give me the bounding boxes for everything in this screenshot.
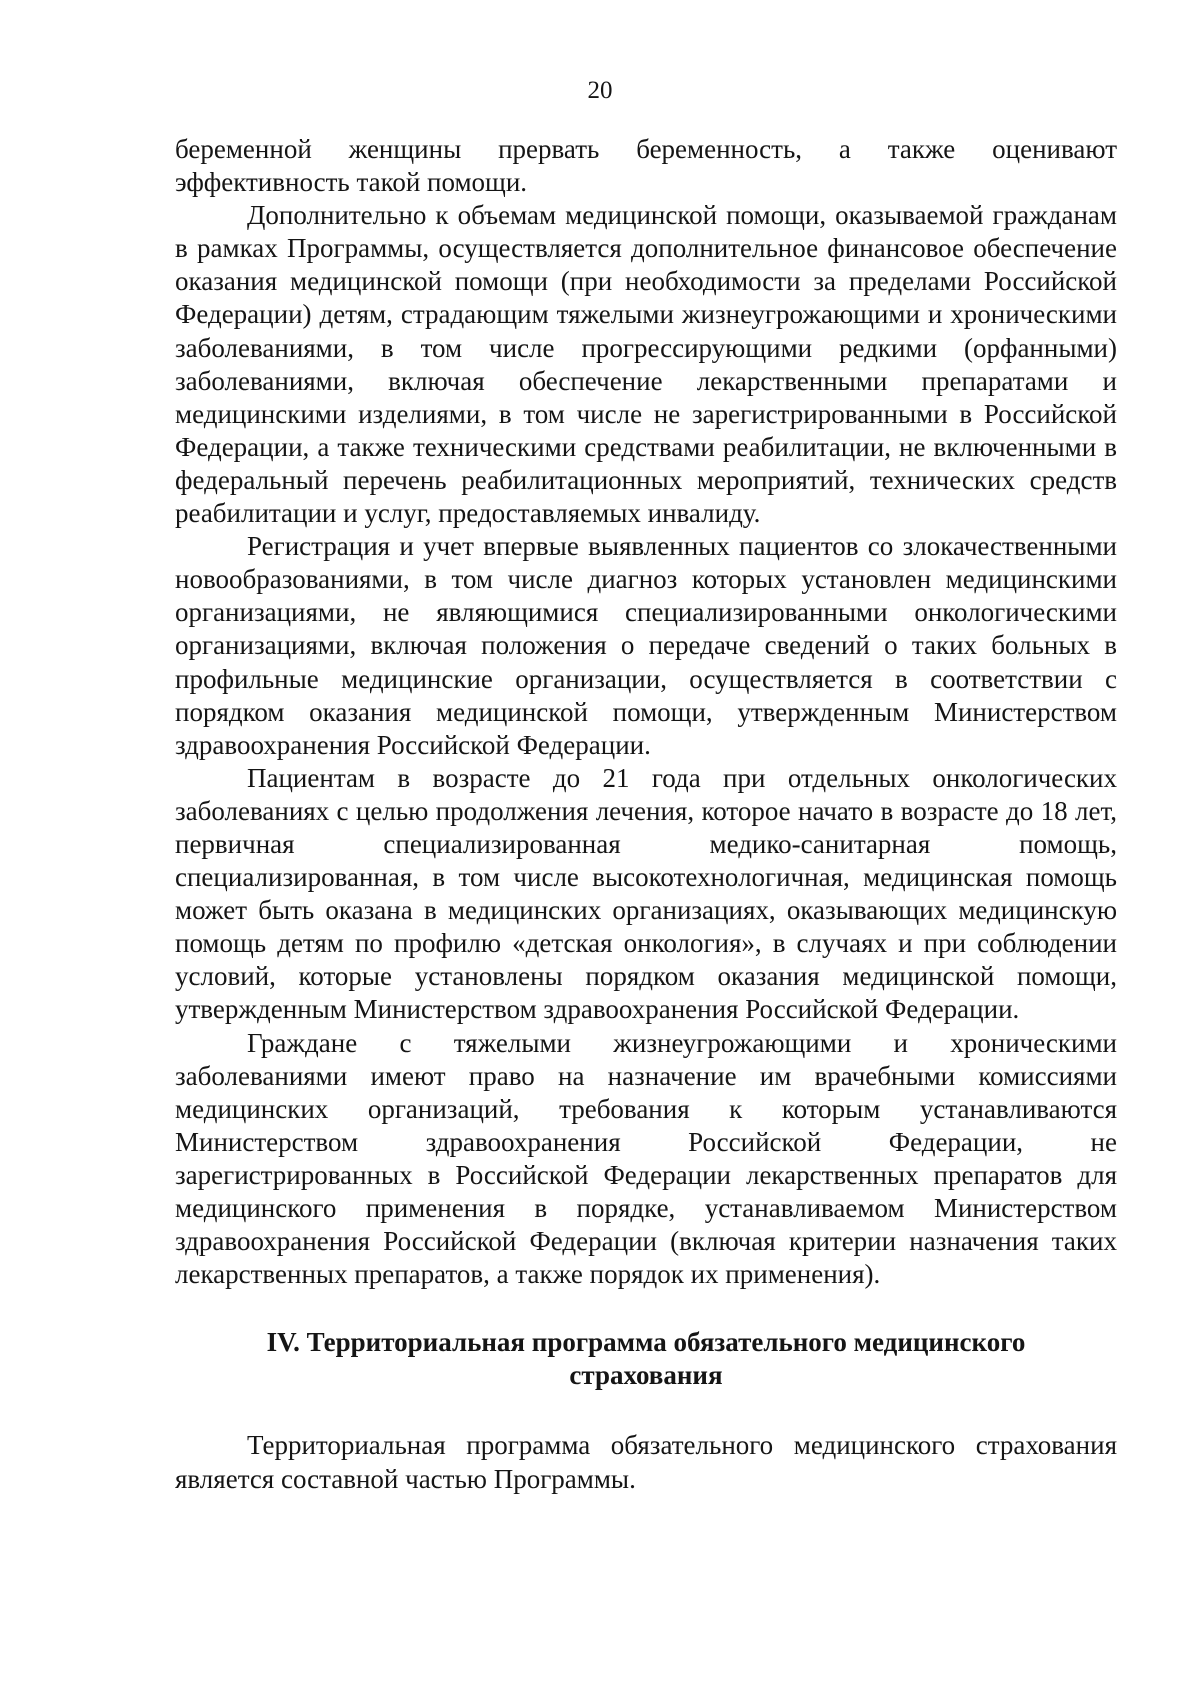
paragraph-citizens-rights: Граждане с тяжелыми жизнеугрожающими и хроническими заболеваниями имеют право на назначение им врачебными комиссиями медицинских организаций, требования к которым устанавливаются Министерством здравоохранения Российской Федерации, не зарегистрированных в Российской Федерации лекарственных препаратов для медицинского применения в порядке, устанавливаемом Министерством здравоохранения Российской Федерации (включая критерии назначения таких лекарственных препаратов, а также порядок их применения). <box>175 1027 1117 1290</box>
section-heading-line-2: страхования <box>569 1360 723 1391</box>
paragraph-additional-financing: Дополнительно к объемам медицинской помощи, оказываемой гражданам в рамках Программы, осуществляется дополнительное финансовое обеспечение оказания медицинской помощи (при необходимости за пределами Российской Федерации) детям, страдающим тяжелыми жизнеугрожающими и хроническими заболеваниями, в том числе прогрессирующими редкими (орфанными) заболеваниями, включая обеспечение лекарственными препаратами и медицинскими изделиями, в том числе не зарегистрированными в Российской Федерации, а также техническими средствами реабилитации, не включенными в федеральный перечень реабилитационных мероприятий, технических средств реабилитации и услуг, предоставляемых инвалиду. <box>175 200 1117 529</box>
page-number: 20 <box>587 77 613 104</box>
section-heading-line-1: IV. Территориальная программа обязательного медицинского <box>266 1327 1026 1358</box>
paragraph-section-intro: Территориальная программа обязательного медицинского страхования является составной частью Программы. <box>175 1430 1117 1494</box>
paragraph-patients-under-21: Пациентам в возрасте до 21 года при отдельных онкологических заболеваниях с целью продолжения лечения, которое начато в возрасте до 18 лет, первичная специализированная медико-санитарная помощь, специализированная, в том числе высокотехнологичная, медицинская помощь может быть оказана в медицинских организациях, оказывающих медицинскую помощь детям по профилю «детская онкология», в случаях и при соблюдении условий, которые установлены порядком оказания медицинской помощи, утвержденным Министерством здравоохранения Российской Федерации. <box>175 762 1117 1025</box>
document-body <box>175 133 1117 1496</box>
section-heading <box>175 1326 1117 1392</box>
paragraph-registration: Регистрация и учет впервые выявленных пациентов со злокачественными новообразованиями, в том числе диагноз которых установлен медицинскими организациями, не являющимися специализированными онкологическими организациями, включая положения о передаче сведений о таких больных в профильные медицинские организации, осуществляется в соответствии с порядком оказания медицинской помощи, утвержденным Министерством здравоохранения Российской Федерации. <box>175 531 1117 760</box>
paragraph-continuation: беременной женщины прервать беременность, а также оценивают эффективность такой помощи. <box>175 134 1117 198</box>
